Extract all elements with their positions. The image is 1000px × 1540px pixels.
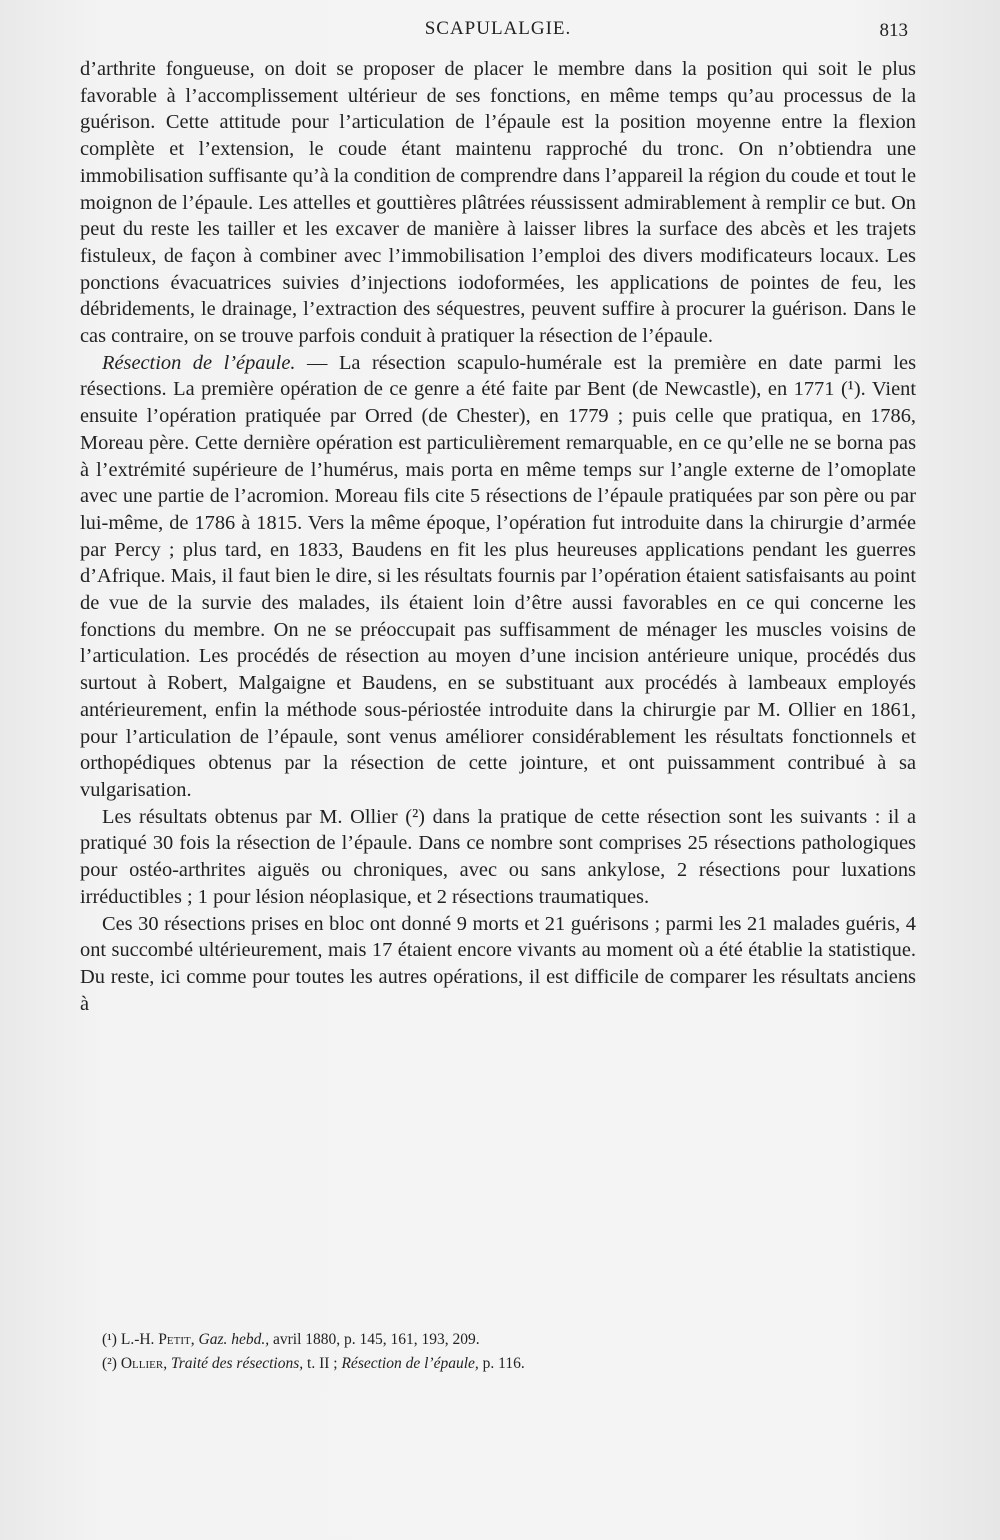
paragraph-1: d’arthrite fongueuse, on doit se proposer de placer le membre dans la position qui soit le plus favorable à l’accomplissement ultérieur de ses fonctions, en même temps qu’au processus de la guérison. Cette attitude pour l’articulation de l’épaule est la position moyenne entre la flexion complète et l’extension, le coude étant maintenu rapproché du tronc. On n’obtiendra une immobilisation suffisante qu’à la condition de comprendre dans l’appareil la région du coude et tout le moignon de l’épaule. Les attelles et gouttières plâtrées réussissent admirablement à remplir ce but. On peut du reste les tailler et les excaver de manière à laisser libres la surface des abcès et les trajets fistuleux, de façon à combiner avec l’immobilisation l’emploi des divers modificateurs locaux. Les ponctions évacuatrices suivies d’injections iodoformées, les applications de pointes de feu, les débridements, le drainage, l’extraction des séquestres, peuvent suffire à procurer la guérison. Dans le cas contraire, on se trouve parfois conduit à pratiquer la résection de l’épaule. bbox=[80, 58, 916, 348]
footnote-1 bbox=[102, 1328, 902, 1352]
footnotes bbox=[102, 1328, 902, 1376]
running-title: SCAPULALGIE. bbox=[424, 18, 572, 39]
page-number: 813 bbox=[879, 20, 908, 41]
footnote-2-marker: (²) bbox=[102, 1355, 117, 1372]
footnote-2-section: Résection de l’épaule, bbox=[341, 1355, 479, 1372]
footnote-2 bbox=[102, 1352, 902, 1376]
footnote-2-title: Traité des résections, bbox=[170, 1355, 304, 1372]
footnote-1-author: L.-H. Petit, bbox=[120, 1331, 195, 1348]
paragraph-2 bbox=[80, 350, 916, 804]
running-head bbox=[80, 18, 916, 48]
footnote-2-rest: p. 116. bbox=[482, 1355, 525, 1372]
paragraph-4: Ces 30 résections prises en bloc ont donné 9 morts et 21 guérisons ; parmi les 21 malades guéris, 4 ont succombé ultérieurement, mais 17 étaient encore vivants au moment où a été établie la statistique. Du reste, ici comme pour toutes les autres opérations, il est difficile de comparer les résultats anciens à bbox=[80, 912, 916, 1015]
footnote-2-author: Ollier, bbox=[120, 1355, 168, 1372]
footnote-1-marker: (¹) bbox=[102, 1331, 117, 1348]
paragraph-3: Les résultats obtenus par M. Ollier (²) dans la pratique de cette résection sont les suivants : il a pratiqué 30 fois la résection de l’épaule. Dans ce nombre sont comprises 25 résections pathologiques pour ostéo-arthrites aiguës ou chroniques, avec ou sans ankylose, 2 résections pour luxations irréductibles ; 1 pour lésion néoplasique, et 2 résections traumatiques. bbox=[80, 805, 916, 908]
footnote-1-rest: avril 1880, p. 145, 161, 193, 209. bbox=[272, 1331, 480, 1348]
section-heading: Résection de l’épaule. bbox=[102, 351, 296, 374]
footnote-1-journal: Gaz. hebd., bbox=[198, 1331, 270, 1348]
body-text bbox=[80, 56, 916, 1017]
footnote-2-middle: t. II ; bbox=[307, 1355, 338, 1372]
paragraph-2-text: — La résection scapulo-humérale est la première en date parmi les résections. La première opération de ce genre a été faite par Bent (de Newcastle), en 1771 (¹). Vient ensuite l’opération pratiquée par Orred (de Chester), en 1779 ; puis celle que pratiqua, en 1786, Moreau père. Cette dernière opération est particulièrement remarquable, en ce qu’elle ne se borna pas à l’extrémité supérieure de l’humérus, mais porta en même temps sur l’angle externe de l’omoplate avec une partie de l’acromion. Moreau fils cite 5 résections de l’épaule pratiquées par son père ou par lui-même, de 1786 à 1815. Vers la même époque, l’opération fut introduite dans la chirurgie d’armée par Percy ; plus tard, en 1833, Baudens en fit les plus heureuses applications pendant les guerres d’Afrique. Mais, il faut bien le dire, si les résultats fournis par l’opération étaient satisfaisants au point de vue de la survie des malades, ils étaient loin d’être aussi favorables en ce qui concerne les fonctions du membre. On ne se préoccupait pas suffisamment de ménager les muscles voisins de l’articulation. Les procédés de résection au moyen d’une incision antérieure unique, procédés dus surtout à Robert, Malgaigne et Baudens, en se substituant aux procédés à lambeaux employés antérieurement, enfin la méthode sous-périostée introduite dans la chirurgie par M. Ollier en 1861, pour l’articulation de l’épaule, sont venus améliorer considérablement les résultats fonctionnels et orthopédiques obtenus par la résection de cette jointure, et ont puissamment contribué à sa vulgarisation. bbox=[80, 351, 916, 801]
